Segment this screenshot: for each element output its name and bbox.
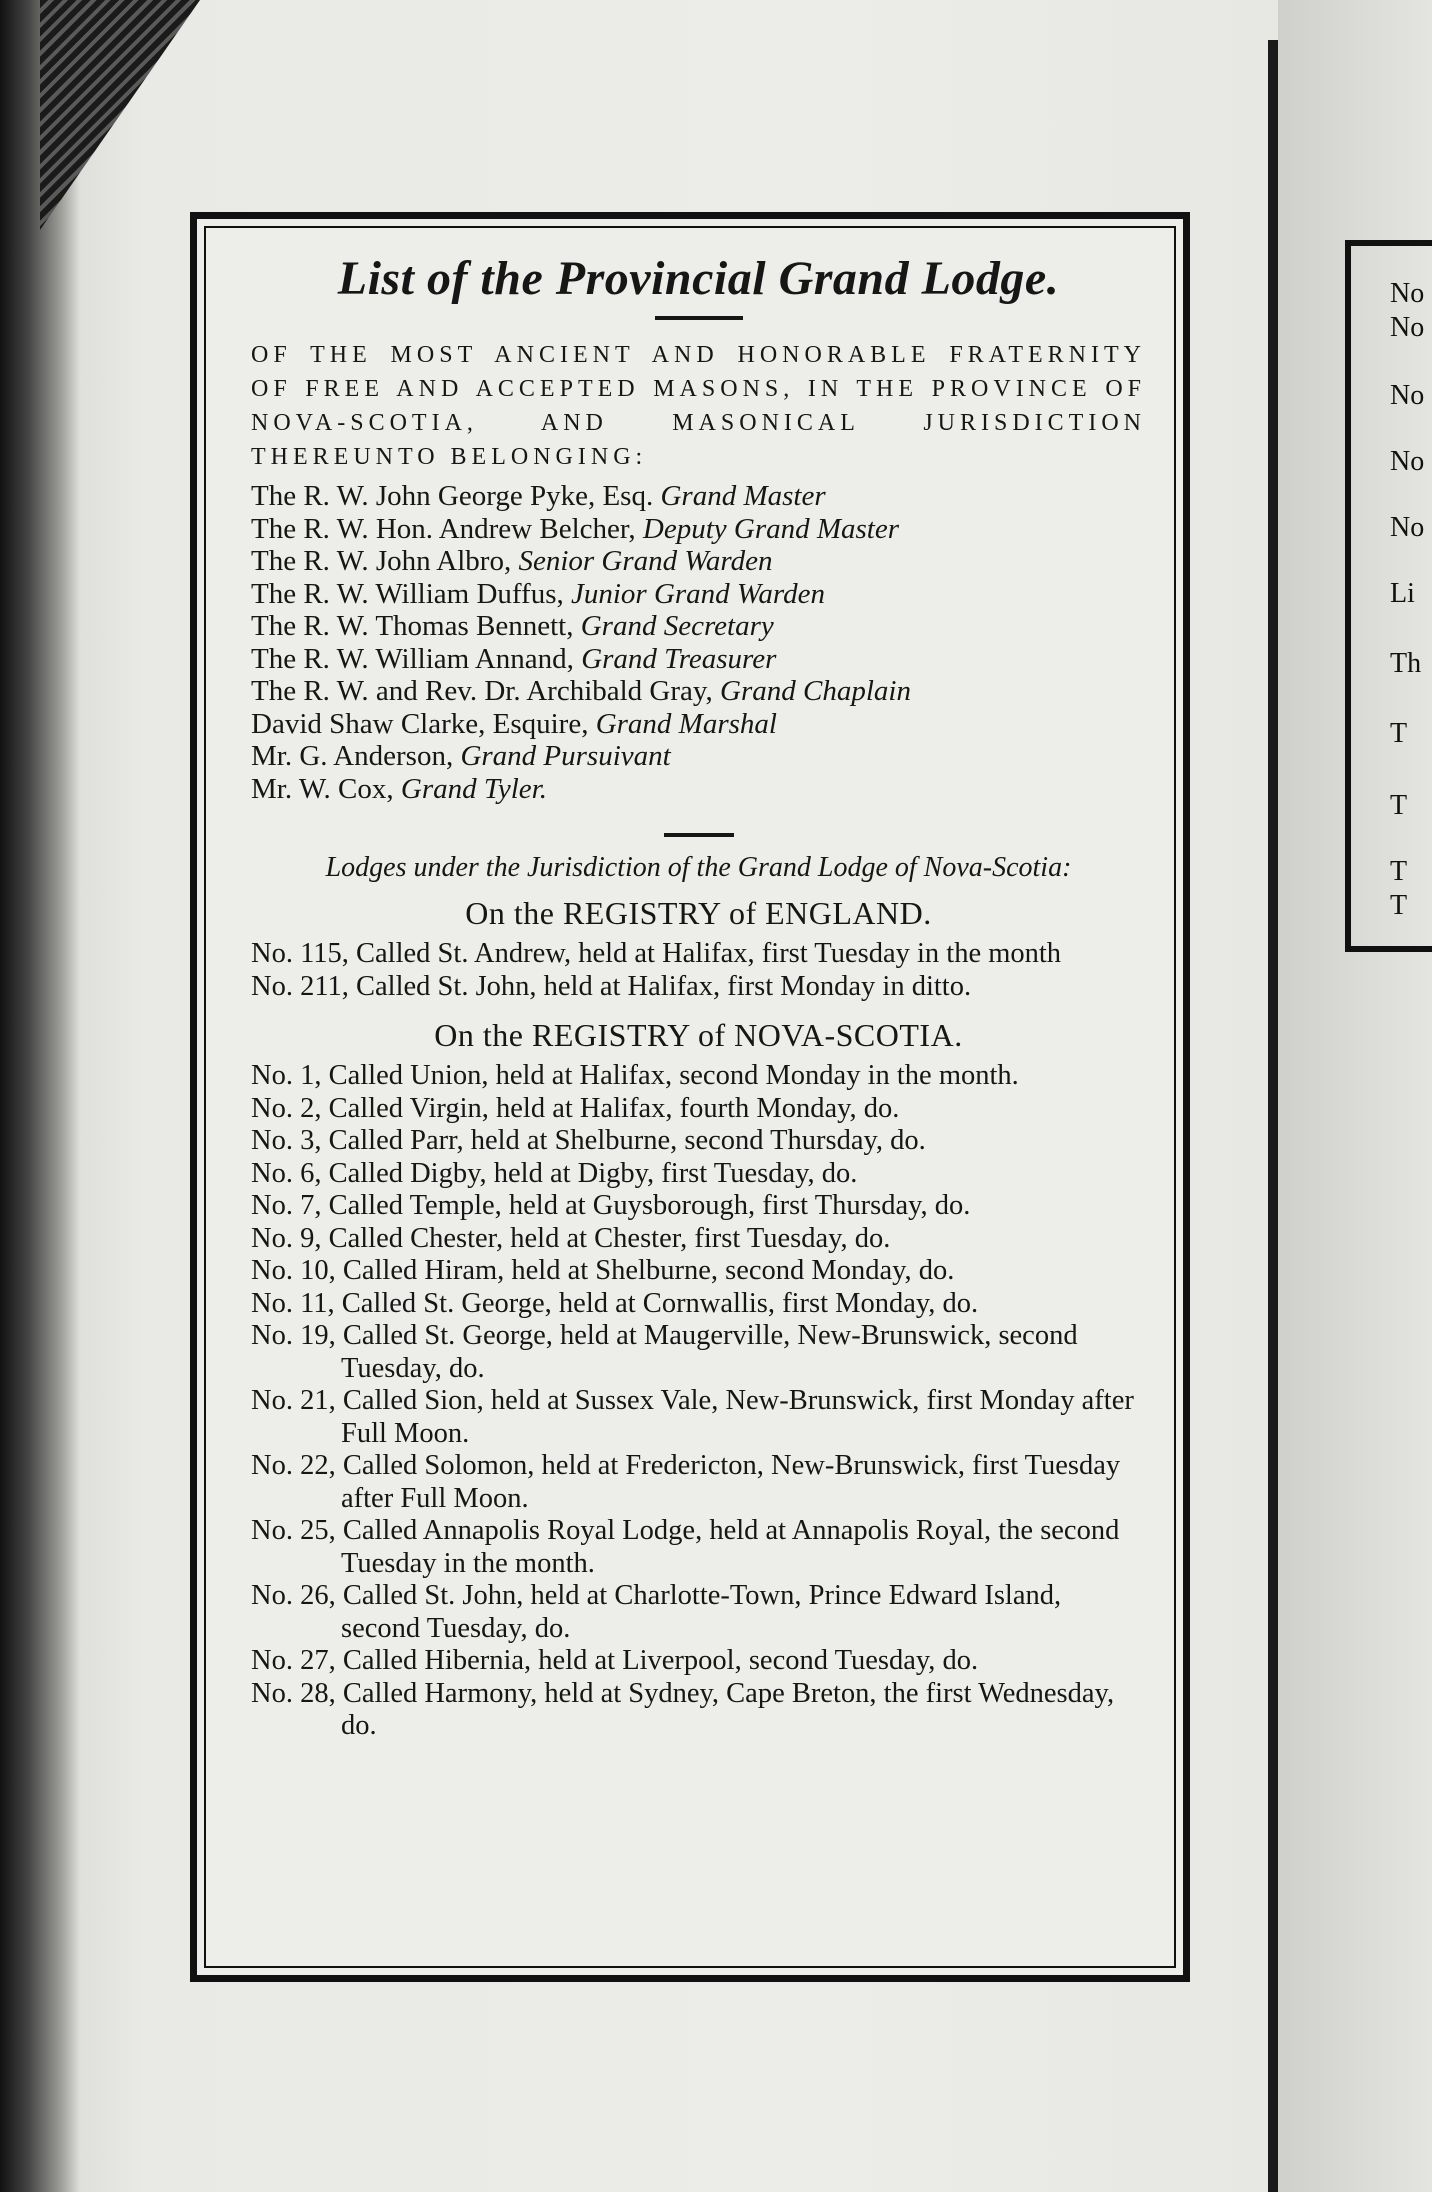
- officer-entry: [251, 708, 1146, 741]
- officer-entry: [251, 740, 1146, 773]
- novascotia-lodge-list: [251, 1060, 1146, 1743]
- section-rule: [664, 833, 734, 837]
- lodge-entry: No. 9, Called Chester, held at Chester, first Tuesday, do.: [251, 1222, 891, 1254]
- officer-name: The R. W. John George Pyke, Esq.: [251, 480, 654, 512]
- adjacent-page-fragment: No: [1390, 278, 1425, 309]
- officer-name: The R. W. Thomas Bennett,: [251, 610, 574, 642]
- adjacent-page-fragment: Li: [1390, 578, 1415, 609]
- officer-office: Grand Tyler.: [400, 772, 547, 805]
- page-gutter: [1268, 40, 1278, 2192]
- officer-name: The R. W. Hon. Andrew Belcher,: [251, 512, 636, 545]
- officer-office: Deputy Grand Master: [642, 512, 900, 545]
- officer-name: The R. W. and Rev. Dr. Archibald Gray,: [251, 675, 713, 707]
- lodge-entry: No. 1, Called Union, held at Halifax, second Monday in the month.: [251, 1060, 1019, 1091]
- officer-office: Grand Secretary: [580, 610, 774, 642]
- lodge-entry: No. 27, Called Hibernia, held at Liverpool, second Tuesday, do.: [251, 1645, 979, 1676]
- title-rule: [655, 316, 743, 320]
- lodge-entry: No. 10, Called Hiram, held at Shelburne, second Monday, do.: [251, 1255, 955, 1286]
- officer-office: Senior Grand Warden: [518, 545, 773, 577]
- lodge-entry: No. 6, Called Digby, held at Digby, first Tuesday, do.: [251, 1157, 858, 1189]
- adjacent-page-fragment: No: [1390, 380, 1425, 411]
- lodge-entry: No. 211, Called St. John, held at Halifax, first Monday in ditto.: [251, 970, 972, 1002]
- officer-entry: [251, 480, 1146, 513]
- officer-name: The R. W. William Annand,: [251, 642, 574, 675]
- officer-name: Mr. W. Cox,: [251, 772, 394, 805]
- officer-entry: [251, 578, 1146, 611]
- officer-name: David Shaw Clarke, Esquire,: [251, 707, 589, 740]
- lodge-entry: No. 28, Called Harmony, held at Sydney, Cape Breton, the first Wednesday, do.: [251, 1677, 1115, 1741]
- officer-entry: [251, 643, 1146, 676]
- officer-office: Grand Marshal: [595, 707, 777, 740]
- binding-shadow: [0, 0, 80, 2192]
- adjacent-page-fragment: No: [1390, 446, 1425, 477]
- lodge-list-content: [251, 251, 1146, 1757]
- preamble: OF THE MOST ANCIENT AND HONORABLE FRATERNITY OF FREE AND ACCEPTED MASONS, IN THE PROVINCE OF NOVA-SCOTIA, AND MASONICAL JURISDICTION THEREUNTO BELONGING:: [251, 342, 1146, 470]
- adjacent-page-fragment: No: [1390, 312, 1425, 343]
- document-title: List of the Provincial Grand Lodge.: [337, 252, 1060, 305]
- officer-office: Grand Pursuivant: [460, 740, 671, 772]
- lodge-entry: No. 3, Called Parr, held at Shelburne, second Thursday, do.: [251, 1125, 926, 1156]
- adjacent-page-fragment: T: [1390, 856, 1408, 887]
- adjacent-page-fragment: Th: [1390, 648, 1422, 679]
- officer-entry: [251, 513, 1146, 546]
- adjacent-page-fragment: T: [1390, 718, 1408, 749]
- officer-office: Junior Grand Warden: [570, 577, 826, 610]
- adjacent-page-fragment: T: [1390, 790, 1408, 821]
- adjacent-page-fragment: No: [1390, 512, 1425, 543]
- officer-entry: [251, 675, 1146, 708]
- lodge-entry: No. 19, Called St. George, held at Maugerville, New-Brunswick, second Tuesday, do.: [251, 1320, 1078, 1384]
- england-registry-heading: On the REGISTRY of ENGLAND.: [465, 895, 932, 931]
- lodge-entry: No. 7, Called Temple, held at Guysborough, first Thursday, do.: [251, 1190, 971, 1221]
- novascotia-registry-heading: On the REGISTRY of NOVA-SCOTIA.: [434, 1017, 963, 1053]
- lodge-entry: No. 115, Called St. Andrew, held at Halifax, first Tuesday in the month: [251, 938, 1062, 969]
- officer-list: [251, 480, 1146, 805]
- lodge-entry: No. 25, Called Annapolis Royal Lodge, held at Annapolis Royal, the second Tuesday in the month.: [251, 1515, 1120, 1579]
- adjacent-page-frame: [1345, 240, 1432, 952]
- officer-office: Grand Treasurer: [581, 642, 777, 675]
- officer-entry: [251, 773, 1146, 806]
- officer-name: The R. W. John Albro,: [251, 545, 512, 577]
- lodge-entry: No. 26, Called St. John, held at Charlotte-Town, Prince Edward Island, second Tuesday, do.: [251, 1580, 1062, 1644]
- lodge-entry: No. 11, Called St. George, held at Cornwallis, first Monday, do.: [251, 1287, 979, 1319]
- adjacent-page-fragment: T: [1390, 890, 1408, 921]
- officer-office: Grand Master: [660, 480, 826, 512]
- officer-office: Grand Chaplain: [720, 675, 911, 707]
- officer-entry: [251, 545, 1146, 578]
- lodge-entry: No. 2, Called Virgin, held at Halifax, fourth Monday, do.: [251, 1092, 900, 1124]
- officer-name: The R. W. William Duffus,: [251, 577, 564, 610]
- lodge-entry: No. 22, Called Solomon, held at Fredericton, New-Brunswick, first Tuesday after Full Moon.: [251, 1450, 1121, 1514]
- officer-name: Mr. G. Anderson,: [251, 740, 454, 772]
- england-lodge-list: [251, 938, 1146, 1003]
- officer-entry: [251, 610, 1146, 643]
- lodges-heading: Lodges under the Jurisdiction of the Grand Lodge of Nova-Scotia:: [325, 852, 1072, 883]
- lodge-entry: No. 21, Called Sion, held at Sussex Vale, New-Brunswick, first Monday after Full Moon.: [251, 1385, 1134, 1449]
- lodge-list-frame: [190, 212, 1190, 1982]
